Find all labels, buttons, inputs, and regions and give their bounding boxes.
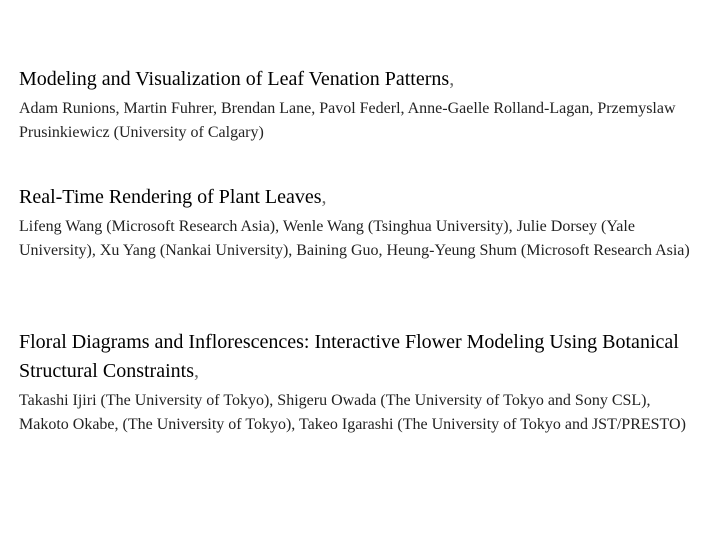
paper-authors: Adam Runions, Martin Fuhrer, Brendan Lane, Pavol Federl, Anne-Gaelle Rolland-Lagan, Przemyslaw Prusinkiewicz (University of Calgary) bbox=[19, 100, 676, 141]
title-separator: , bbox=[193, 360, 199, 382]
paper-list bbox=[19, 0, 699, 540]
paper-title bbox=[19, 328, 699, 386]
paper-entry bbox=[19, 65, 699, 145]
paper-title-text: Modeling and Visualization of Leaf Venation Patterns bbox=[19, 68, 450, 90]
paper-authors: Takashi Ijiri (The University of Tokyo), Shigeru Owada (The University of Tokyo and Sony CSL), Makoto Okabe, (The University of Tokyo), Takeo Igarashi (The University of Tokyo and JST/PRESTO) bbox=[19, 392, 686, 433]
paper-entry bbox=[19, 183, 699, 263]
title-separator: , bbox=[321, 186, 327, 208]
paper-title bbox=[19, 183, 699, 212]
paper-authors: Lifeng Wang (Microsoft Research Asia), Wenle Wang (Tsinghua University), Julie Dorsey (Yale University), Xu Yang (Nankai University), Baining Guo, Heung-Yeung Shum (Microsoft Research Asia) bbox=[19, 218, 690, 259]
paper-title bbox=[19, 65, 699, 94]
paper-title-text: Real-Time Rendering of Plant Leaves bbox=[19, 186, 322, 208]
paper-entry bbox=[19, 328, 699, 437]
paper-title-text: Floral Diagrams and Inflorescences: Interactive Flower Modeling Using Botanical Structural Constraints bbox=[19, 331, 679, 382]
title-separator: , bbox=[449, 68, 455, 90]
